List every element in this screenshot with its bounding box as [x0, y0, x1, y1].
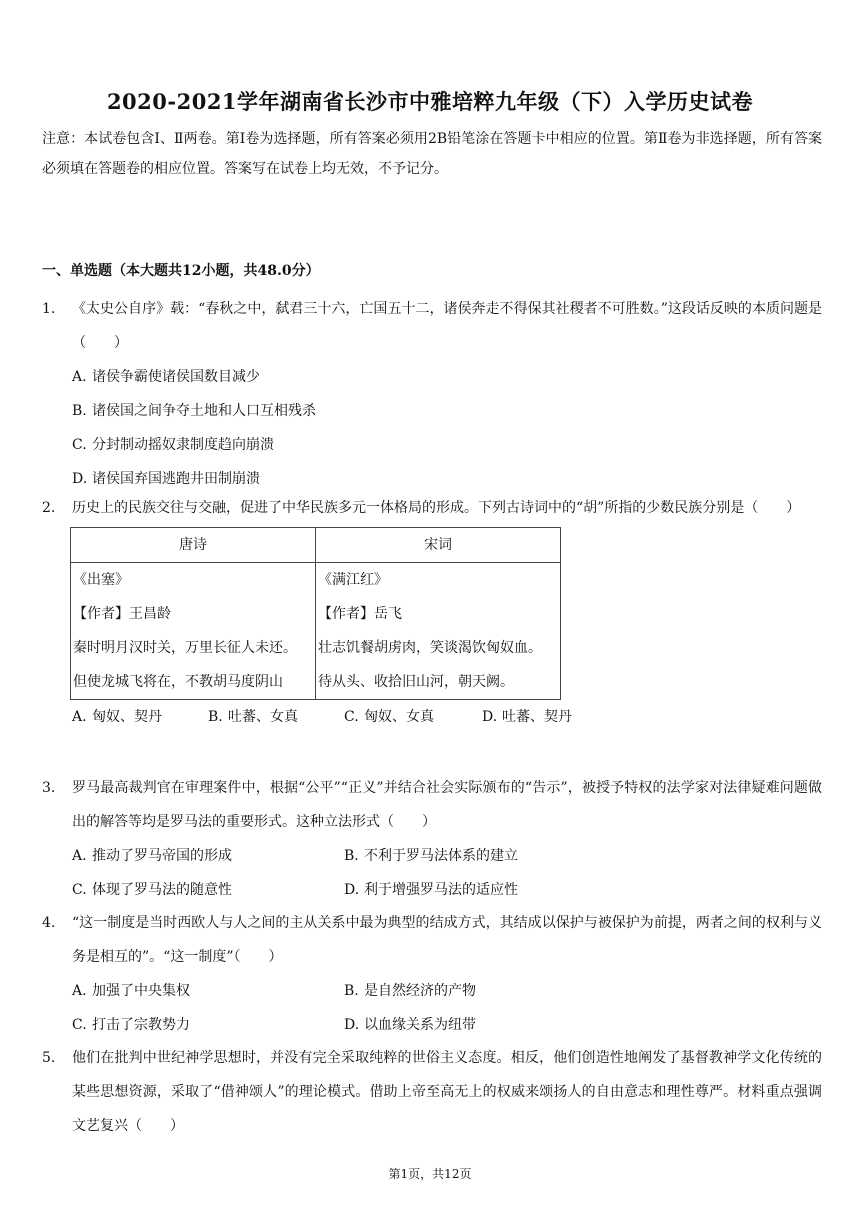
- question-number: 1.: [42, 301, 56, 317]
- poem-line: 《出塞》: [73, 572, 129, 588]
- question-number: 5.: [42, 1050, 56, 1066]
- page-footer: 第1页，共12页: [388, 1167, 472, 1181]
- question-4: [42, 906, 822, 1042]
- question-1: [42, 292, 822, 496]
- option-b[interactable]: B. 诸侯国之间争夺土地和人口互相残杀: [72, 403, 316, 419]
- exam-title: 2020-2021学年湖南省长沙市中雅培粹九年级（下）入学历史试卷: [106, 89, 754, 114]
- option-d[interactable]: D. 以血缘关系为纽带: [344, 1017, 476, 1033]
- question-number: 3.: [42, 780, 56, 796]
- option-c[interactable]: C. 打击了宗教势力: [72, 1017, 190, 1033]
- question-3: [42, 771, 822, 907]
- option-d[interactable]: D. 利于增强罗马法的适应性: [344, 882, 518, 898]
- option-row: [72, 839, 822, 873]
- option-b[interactable]: B. 是自然经济的产物: [344, 983, 476, 999]
- option-list: [72, 974, 822, 1042]
- option-d[interactable]: D. 诸侯国弃国逃跑井田制崩溃: [72, 471, 260, 487]
- question-text: “这一制度是当时西欧人与人之间的主从关系中最为典型的结成方式，其结成以保护与被保护为前提，两者之间的权利与义务是相互的”。“这一制度”（ ）: [72, 915, 822, 965]
- question-number: 2.: [42, 500, 56, 516]
- option-a[interactable]: A. 加强了中央集权: [72, 983, 190, 999]
- option-b[interactable]: B. 吐蕃、女真: [208, 709, 298, 725]
- option-row: [72, 974, 822, 1008]
- option-c[interactable]: C. 分封制动摇奴隶制度趋向崩溃: [72, 437, 274, 453]
- option-row: [72, 1008, 822, 1042]
- option-a[interactable]: A. 诸侯争霸使诸侯国数目减少: [72, 369, 260, 385]
- poem-line: 但使龙城飞将在，不教胡马度阴山: [73, 674, 283, 690]
- question-text: 他们在批判中世纪神学思想时，并没有完全采取纯粹的世俗主义态度。相反，他们创造性地阐发了基督教神学文化传统的某些思想资源，采取了“借神颂人”的理论模式。借助上帝至高无上的权威来颂扬人的自由意志和理性尊严。材料重点强调文艺复兴（ ）: [72, 1050, 822, 1134]
- question-number: 4.: [42, 915, 56, 931]
- option-list: [72, 700, 822, 734]
- option-c[interactable]: C. 体现了罗马法的随意性: [72, 882, 232, 898]
- poem-line: 待从头、收拾旧山河，朝天阙。: [318, 674, 514, 690]
- poem-line: 壮志饥餐胡虏肉，笑谈渴饮匈奴血。: [318, 640, 542, 656]
- section-title: 一、单选题（本大题共12小题，共48.0分）: [42, 263, 320, 279]
- poem-line: 【作者】岳飞: [318, 606, 402, 622]
- option-a[interactable]: A. 匈奴、契丹: [72, 709, 162, 725]
- option-a[interactable]: A. 推动了罗马帝国的形成: [72, 848, 232, 864]
- question-text: 《太史公自序》载：“春秋之中，弑君三十六，亡国五十二，诸侯奔走不得保其社稷者不可胜数。”这段话反映的本质问题是（ ）: [72, 301, 822, 351]
- option-row: [72, 700, 822, 734]
- poem-line: 【作者】王昌龄: [73, 606, 171, 622]
- option-row: [72, 873, 822, 907]
- table-header-tang: 唐诗: [71, 528, 316, 563]
- song-poem-cell: [316, 563, 561, 700]
- option-list: [72, 839, 822, 907]
- option-d[interactable]: D. 吐蕃、契丹: [482, 709, 572, 725]
- question-text: 历史上的民族交往与交融，促进了中华民族多元一体格局的形成。下列古诗词中的“胡”所指的少数民族分别是（ ）: [72, 500, 801, 516]
- table-header-song: 宋词: [316, 528, 561, 563]
- poem-line: 《满江红》: [318, 572, 388, 588]
- question-2: [42, 491, 822, 734]
- tang-poem-cell: [71, 563, 316, 700]
- question-text: 罗马最高裁判官在审理案件中，根据“公平”“正义”并结合社会实际颁布的“告示”，被授予特权的法学家对法律疑难问题做出的解答等均是罗马法的重要形式。这种立法形式（ ）: [72, 780, 822, 830]
- poem-table: [70, 527, 561, 700]
- question-5: [42, 1041, 822, 1143]
- option-c[interactable]: C. 匈奴、女真: [344, 709, 434, 725]
- exam-notice: 注意：本试卷包含Ⅰ、Ⅱ两卷。第Ⅰ卷为选择题，所有答案必须用2B铅笔涂在答题卡中相应的位置。第Ⅱ卷为非选择题，所有答案必须填在答题卷的相应位置。答案写在试卷上均无效，不予记分。: [42, 131, 822, 177]
- option-b[interactable]: B. 不利于罗马法体系的建立: [344, 848, 518, 864]
- poem-line: 秦时明月汉时关，万里长征人未还。: [73, 640, 297, 656]
- option-list: [72, 360, 822, 496]
